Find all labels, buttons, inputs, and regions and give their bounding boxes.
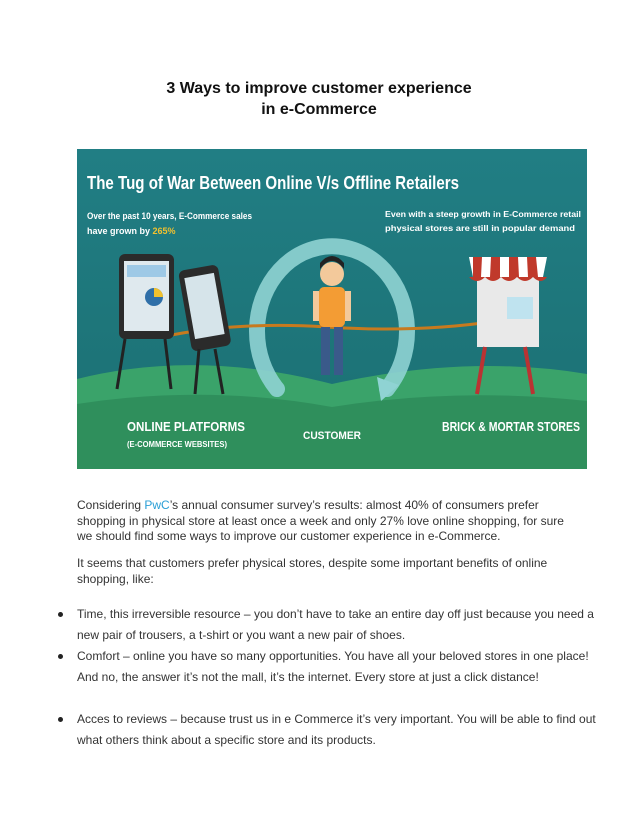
label-customer: CUSTOMER <box>303 430 362 442</box>
benefits-list <box>0 604 600 751</box>
list-item-text: Time, this irreversible resource – you don’t have to take an entire day off just because you need a new pair of trousers, a t-shirt or you want a new pair of shoes. <box>77 607 594 642</box>
list-item <box>0 646 600 709</box>
tug-of-war-infographic <box>77 149 587 469</box>
p1-text-a: Considering <box>77 498 145 512</box>
label-online-platforms: ONLINE PLATFORMS <box>127 420 245 434</box>
title-line-2: in e-Commerce <box>261 101 377 118</box>
growth-highlight: 265% <box>152 226 176 236</box>
list-item <box>0 604 600 646</box>
bullet-icon <box>58 612 63 617</box>
label-brick-mortar: BRICK & MORTAR STORES <box>442 420 580 434</box>
bullet-icon <box>58 654 63 659</box>
list-item-text: Comfort – online you have so many opportunities. You have all your beloved stores in one place! And no, the answer it’s not the mall, it’s the internet. Every store at just a click distance! <box>77 649 589 684</box>
list-item <box>0 709 600 751</box>
infographic-heading: The Tug of War Between Online V/s Offline Retailers <box>87 172 459 193</box>
label-ecommerce-websites: (E-COMMERCE WEBSITES) <box>127 439 228 449</box>
title-line-1: 3 Ways to improve customer experience <box>166 80 472 97</box>
paragraph-survey <box>77 498 567 545</box>
left-caption-line-2 <box>87 226 176 236</box>
paragraph-preference: It seems that customers prefer physical stores, despite some important benefits of online shopping, like: <box>77 556 548 586</box>
document-title <box>0 78 638 120</box>
right-caption-line-1: Even with a steep growth in E-Commerce retail <box>385 209 581 219</box>
p1-text-b: ’s annual consumer survey’s results: almost 40% of consumers prefer shopping in physical store at least once a week and only 27% love online shopping, for sure we should find some ways to improve our customer experience in e-Commerce. <box>77 498 564 543</box>
pwc-link[interactable]: PwC <box>144 498 170 512</box>
right-caption-line-2: physical stores are still in popular demand <box>385 223 575 233</box>
left-caption-prefix: have grown by <box>87 226 153 236</box>
bullet-icon <box>58 717 63 722</box>
left-caption-line-1: Over the past 10 years, E-Commerce sales <box>87 211 252 221</box>
list-item-text: Acces to reviews – because trust us in e Commerce it’s very important. You will be able to find out what others think about a specific store and its products. <box>77 712 596 747</box>
